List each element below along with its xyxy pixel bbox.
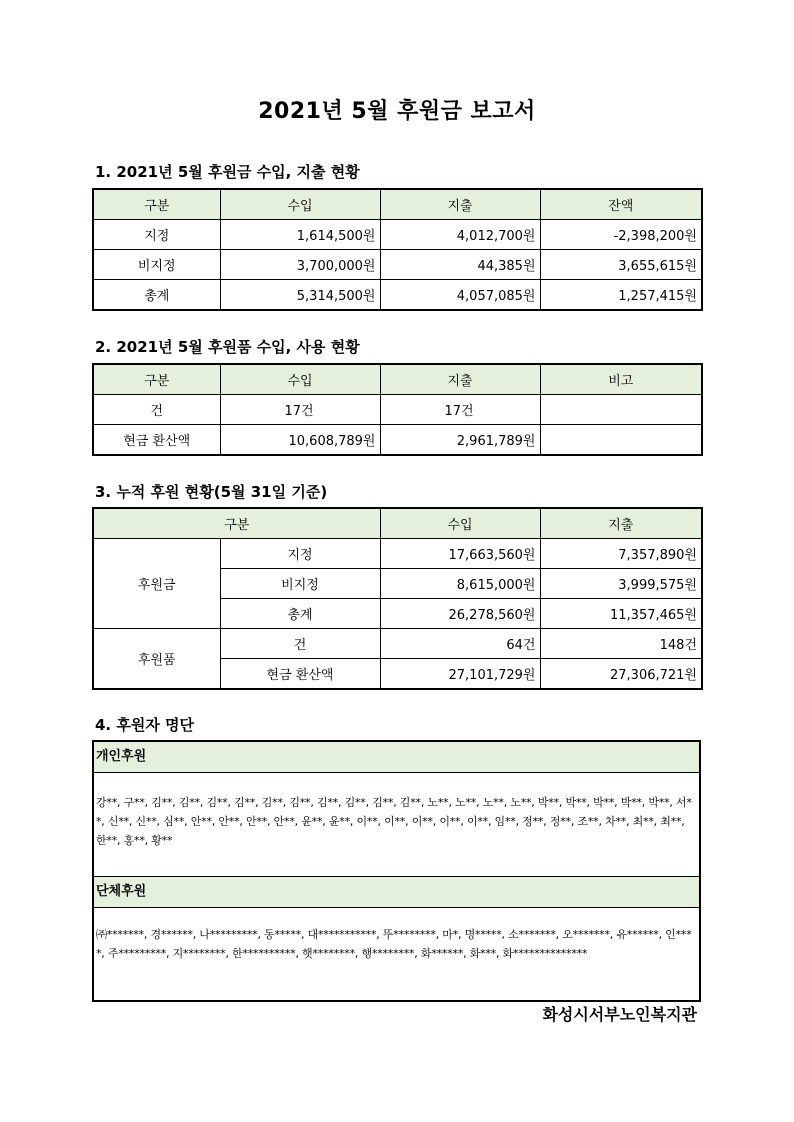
expense-cell: 11,357,465원 — [540, 599, 702, 629]
expense-cell: 27,306,721원 — [540, 659, 702, 690]
section-3-heading: 3. 누적 후원 현황(5월 31일 기준) — [95, 483, 328, 501]
section-4-heading: 4. 후원자 명단 — [95, 716, 195, 734]
group-donors-list: ㈜*******, 경******, 나*********, 동*****, 대***********, 뚜********, 마*, 명*****, 소*******, 오*******, 유******, 인****, 주*********, 지********, 한**********, 햇********, 행********, 화******, 화***, 화************** — [96, 928, 692, 960]
income-cell: 64건 — [380, 629, 540, 659]
group-donors-label: 단체후원 — [94, 877, 699, 908]
income-cell: 17건 — [220, 395, 380, 425]
section-2-heading: 2. 2021년 5월 후원품 수입, 사용 현황 — [95, 338, 360, 356]
income-cell: 3,700,000원 — [220, 250, 380, 280]
table-header-row — [93, 189, 702, 220]
income-cell: 10,608,789원 — [220, 425, 380, 456]
row-label: 현금 환산액 — [220, 659, 380, 690]
header-income: 수입 — [220, 189, 380, 220]
expense-cell: 148건 — [540, 629, 702, 659]
page-title: 2021년 5월 후원금 보고서 — [258, 99, 536, 124]
expense-cell: 3,999,575원 — [540, 569, 702, 599]
individual-donors-list: 강**, 구**, 김**, 김**, 김**, 김**, 김**, 김**, 김**, 김**, 김**, 김**, 노**, 노**, 노**, 노**, 박**, 박**, 박**, 박**, 박**, 서**, 신**, 신**, 심**, 안**, 안**, 안**, 안**, 윤**, 윤**, 이**, 이**, 이**, 이**, 이**, 임**, 정**, 정**, 조**, 차**, 최**, 최**, 한**, 홍**, 황** — [94, 773, 699, 877]
header-category: 구분 — [93, 189, 220, 220]
row-label: 건 — [220, 629, 380, 659]
header-income: 수입 — [220, 364, 380, 395]
table-header-row — [93, 364, 702, 395]
individual-donors-label: 개인후원 — [94, 742, 699, 773]
organization-name: 화성시서부노인복지관 — [542, 1005, 697, 1024]
group-label-donations: 후원금 — [93, 539, 220, 629]
row-label: 지정 — [220, 539, 380, 569]
expense-cell: 4,057,085원 — [380, 280, 540, 311]
header-expense: 지출 — [540, 508, 702, 539]
row-label: 건 — [93, 395, 220, 425]
row-label: 지정 — [93, 220, 220, 250]
balance-cell: 1,257,415원 — [540, 280, 702, 311]
cumulative-donation-table — [92, 507, 703, 690]
header-balance: 잔액 — [540, 189, 702, 220]
header-remarks: 비고 — [540, 364, 702, 395]
table-row — [93, 280, 702, 311]
income-cell: 26,278,560원 — [380, 599, 540, 629]
income-cell: 17,663,560원 — [380, 539, 540, 569]
header-expense: 지출 — [380, 364, 540, 395]
income-cell: 8,615,000원 — [380, 569, 540, 599]
section-1-heading: 1. 2021년 5월 후원금 수입, 지출 현황 — [95, 163, 360, 181]
expense-cell: 2,961,789원 — [380, 425, 540, 456]
table-header-row — [93, 508, 702, 539]
row-label: 총계 — [93, 280, 220, 311]
goods-income-usage-table — [92, 363, 703, 456]
group-label-goods: 후원품 — [93, 629, 220, 690]
table-row — [93, 539, 702, 569]
remarks-cell — [540, 395, 702, 425]
header-category: 구분 — [93, 508, 380, 539]
row-label: 현금 환산액 — [93, 425, 220, 456]
header-expense: 지출 — [380, 189, 540, 220]
expense-cell: 7,357,890원 — [540, 539, 702, 569]
row-label: 비지정 — [220, 569, 380, 599]
income-cell: 5,314,500원 — [220, 280, 380, 311]
income-cell: 1,614,500원 — [220, 220, 380, 250]
expense-cell: 44,385원 — [380, 250, 540, 280]
table-row — [93, 220, 702, 250]
balance-cell: 3,655,615원 — [540, 250, 702, 280]
balance-cell: -2,398,200원 — [540, 220, 702, 250]
header-category: 구분 — [93, 364, 220, 395]
donor-list-box — [92, 740, 701, 1002]
table-row — [93, 425, 702, 456]
row-label: 비지정 — [93, 250, 220, 280]
table-row — [93, 629, 702, 659]
table-row — [93, 250, 702, 280]
expense-cell: 4,012,700원 — [380, 220, 540, 250]
income-cell: 27,101,729원 — [380, 659, 540, 690]
remarks-cell — [540, 425, 702, 456]
table-row — [93, 395, 702, 425]
header-income: 수입 — [380, 508, 540, 539]
row-label: 총계 — [220, 599, 380, 629]
expense-cell: 17건 — [380, 395, 540, 425]
donation-income-expense-table — [92, 188, 703, 311]
